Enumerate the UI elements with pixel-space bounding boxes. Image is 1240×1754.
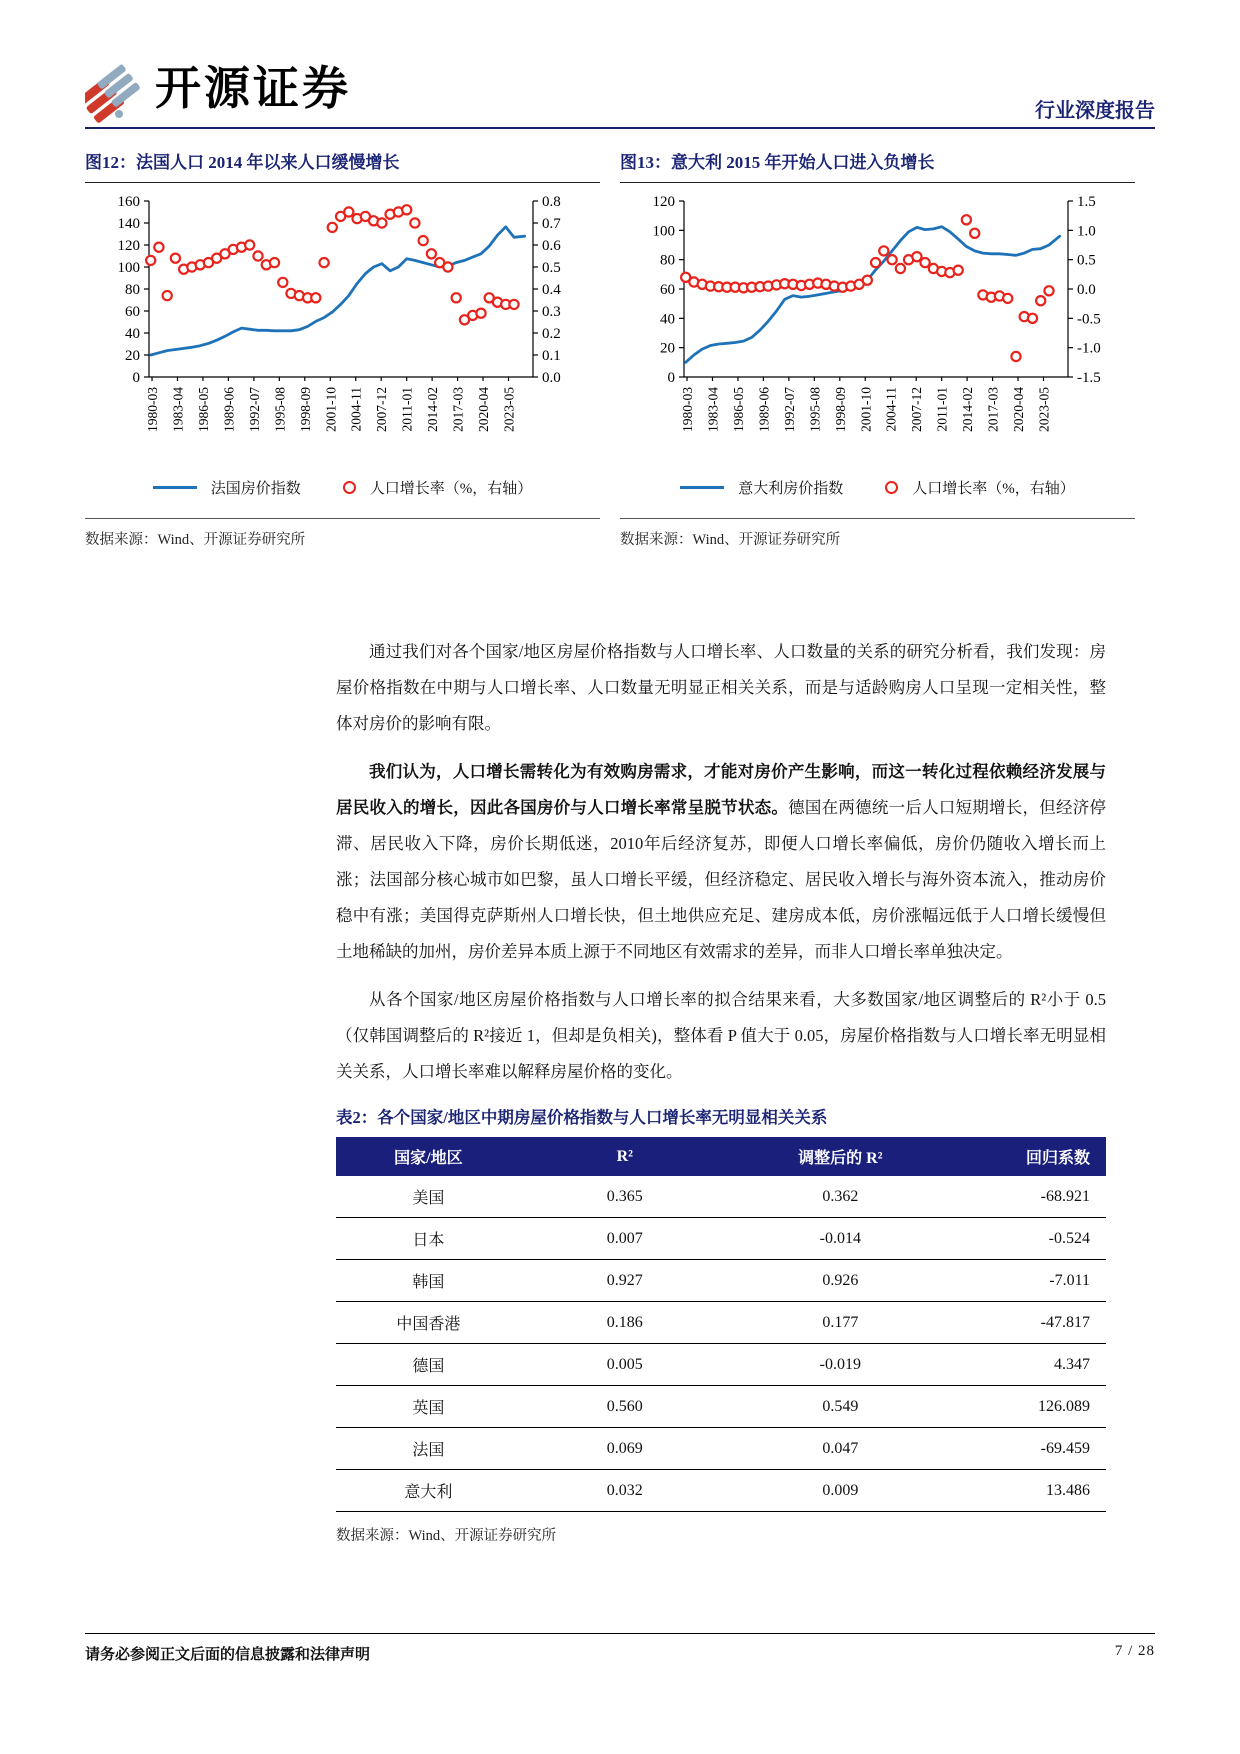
- table-cell: 意大利: [336, 1470, 521, 1512]
- paragraph-3: 从各个国家/地区房屋价格指数与人口增长率的拟合结果来看，大多数国家/地区调整后的 R²小于 0.5（仅韩国调整后的 R²接近 1，但却是负相关)，整体看 P 值大于 0.05，房屋价格指数与人口增长率无明显相关关系，人口增长率难以解释房屋价格的变化。: [336, 990, 1106, 1081]
- table-cell: 0.005: [521, 1344, 729, 1386]
- page-header: [85, 26, 1155, 129]
- svg-text:0: 0: [132, 370, 140, 386]
- table-row: [336, 1428, 1106, 1470]
- report-type-label: 行业深度报告: [1035, 100, 1155, 122]
- body-text-column: [336, 634, 1106, 1545]
- svg-text:1.5: 1.5: [1077, 194, 1096, 210]
- table-body: [336, 1176, 1106, 1512]
- legend-label: 人口增长率（%，右轴）: [912, 481, 1075, 497]
- svg-text:140: 140: [117, 216, 140, 232]
- svg-text:1989-06: 1989-06: [221, 387, 237, 432]
- logo-text: 开源证券: [155, 62, 351, 114]
- table-row: [336, 1344, 1106, 1386]
- svg-text:1995-08: 1995-08: [807, 387, 823, 432]
- table-cell: 0.047: [729, 1428, 952, 1470]
- svg-text:20: 20: [660, 340, 675, 357]
- population-growth-scatter: [146, 205, 518, 324]
- svg-text:-1.5: -1.5: [1077, 370, 1101, 386]
- figure-12-source: 数据来源：Wind、开源证券研究所: [85, 518, 600, 549]
- svg-text:80: 80: [660, 252, 675, 269]
- svg-text:120: 120: [117, 238, 140, 254]
- table-cell: 0.007: [521, 1218, 729, 1260]
- table-row: [336, 1386, 1106, 1428]
- svg-text:100: 100: [117, 260, 140, 276]
- svg-text:1989-06: 1989-06: [756, 387, 772, 432]
- page-number: 7 / 28: [1114, 1643, 1155, 1659]
- svg-text:2017-03: 2017-03: [450, 387, 466, 432]
- table-cell: 0.927: [521, 1260, 729, 1302]
- svg-text:0.6: 0.6: [542, 238, 561, 254]
- table-cell: 13.486: [952, 1470, 1106, 1512]
- line-series-swatch: [153, 486, 197, 489]
- axes: [118, 194, 562, 386]
- logo-leaf-icon: [85, 52, 143, 124]
- svg-text:160: 160: [117, 194, 140, 210]
- table-row: [336, 1218, 1106, 1260]
- disclaimer-text: 请务必参阅正文后面的信息披露和法律声明: [85, 1647, 371, 1663]
- svg-text:0.1: 0.1: [542, 348, 561, 364]
- table-row: [336, 1470, 1106, 1512]
- svg-text:2011-01: 2011-01: [934, 387, 950, 432]
- svg-text:0.8: 0.8: [542, 194, 561, 210]
- svg-text:1992-07: 1992-07: [246, 387, 262, 432]
- svg-text:120: 120: [652, 194, 675, 210]
- table-cell: 日本: [336, 1218, 521, 1260]
- table-row: [336, 1260, 1106, 1302]
- svg-text:0.5: 0.5: [1077, 252, 1096, 269]
- figure-13: [620, 144, 1135, 549]
- table-cell: 英国: [336, 1386, 521, 1428]
- svg-text:2011-01: 2011-01: [399, 387, 415, 432]
- svg-text:0: 0: [667, 370, 675, 386]
- table-cell: -47.817: [952, 1302, 1106, 1344]
- table-row: [336, 1302, 1106, 1344]
- table-cell: 美国: [336, 1176, 521, 1218]
- table-header: [336, 1137, 1106, 1176]
- svg-text:2007-12: 2007-12: [909, 387, 925, 432]
- table-cell: 126.089: [952, 1386, 1106, 1428]
- svg-text:2014-02: 2014-02: [425, 387, 441, 432]
- table-header-cell: 回归系数: [952, 1137, 1106, 1176]
- svg-text:0.2: 0.2: [542, 326, 561, 342]
- svg-text:0.4: 0.4: [542, 282, 561, 298]
- figure-13-title: 图13：意大利 2015 年开始人口进入负增长: [620, 144, 1135, 183]
- figure-13-legend: [620, 477, 1135, 498]
- population-growth-scatter: [681, 215, 1054, 361]
- figure-13-chart: [620, 191, 1135, 473]
- svg-text:2007-12: 2007-12: [374, 387, 390, 432]
- svg-text:1998-09: 1998-09: [832, 387, 848, 432]
- svg-text:20: 20: [125, 348, 140, 364]
- table-header-row: [336, 1137, 1106, 1176]
- legend-label: 意大利房价指数: [738, 481, 844, 497]
- figure-12: [85, 144, 600, 549]
- svg-text:2023-05: 2023-05: [1036, 387, 1052, 432]
- svg-text:60: 60: [660, 282, 675, 298]
- table-cell: -0.019: [729, 1344, 952, 1386]
- table-cell: -0.014: [729, 1218, 952, 1260]
- svg-text:1980-03: 1980-03: [680, 387, 696, 432]
- table-cell: 中国香港: [336, 1302, 521, 1344]
- svg-text:2001-10: 2001-10: [858, 387, 874, 432]
- table-cell: -68.921: [952, 1176, 1106, 1218]
- x-axis-ticks: [145, 377, 516, 432]
- table-header-cell: 调整后的 R²: [729, 1137, 952, 1176]
- svg-text:2004-11: 2004-11: [883, 387, 899, 432]
- table-cell: 法国: [336, 1428, 521, 1470]
- table-cell: 0.365: [521, 1176, 729, 1218]
- table-cell: -69.459: [952, 1428, 1106, 1470]
- svg-text:1992-07: 1992-07: [781, 387, 797, 432]
- table-row: [336, 1176, 1106, 1218]
- svg-text:2017-03: 2017-03: [985, 387, 1001, 432]
- paragraph-2-bold: 我们认为，人口增长需转化为有效购房需求，才能对房价产生影响，而这一转化过程依赖经济发展与居民收入的增长，因此各国房价与人口增长率常呈脱节状态。: [336, 762, 1106, 817]
- regression-table: [336, 1137, 1106, 1512]
- svg-text:1980-03: 1980-03: [145, 387, 161, 432]
- svg-text:0.0: 0.0: [542, 370, 561, 386]
- table-cell: 德国: [336, 1344, 521, 1386]
- table-source: 数据来源：Wind、开源证券研究所: [336, 1528, 557, 1544]
- table-cell: 0.009: [729, 1470, 952, 1512]
- table-cell: 0.186: [521, 1302, 729, 1344]
- table-cell: 4.347: [952, 1344, 1106, 1386]
- svg-text:1986-05: 1986-05: [195, 387, 211, 432]
- figure-12-chart: [85, 191, 600, 473]
- table-header-cell: R²: [521, 1137, 729, 1176]
- legend-label: 法国房价指数: [210, 481, 301, 497]
- svg-text:60: 60: [125, 304, 140, 320]
- table-cell: 0.549: [729, 1386, 952, 1428]
- table-cell: 0.362: [729, 1176, 952, 1218]
- line-series-swatch: [680, 486, 724, 489]
- svg-text:1.0: 1.0: [1077, 223, 1096, 240]
- svg-text:40: 40: [660, 311, 675, 328]
- figure-13-source: 数据来源：Wind、开源证券研究所: [620, 518, 1135, 549]
- scatter-series-swatch: [885, 481, 898, 494]
- svg-text:0.3: 0.3: [542, 304, 561, 320]
- table-cell: 韩国: [336, 1260, 521, 1302]
- table-cell: 0.926: [729, 1260, 952, 1302]
- svg-text:100: 100: [652, 223, 675, 240]
- svg-text:-0.5: -0.5: [1077, 311, 1101, 328]
- legend-label: 人口增长率（%，右轴）: [369, 481, 533, 497]
- paragraph-2-rest: 德国在两德统一后人口短期增长，但经济停滞、居民收入下降，房价长期低迷，2010年后经济复苏，即便人口增长率偏低，房价仍随收入增长而上涨；法国部分核心城市如巴黎，虽人口增长平缓，但经济稳定、居民收入增长与海外资本流入，推动房价稳中有涨；美国得克萨斯州人口增长快，但土地供应充足、建房成本低，房价涨幅远低于人口增长缓慢但土地稀缺的加州，房价差异本质上源于不同地区有效需求的差异，而非人口增长率单独决定。: [336, 798, 1107, 961]
- svg-text:2014-02: 2014-02: [960, 387, 976, 432]
- page-footer: [85, 1633, 1155, 1664]
- table-cell: -7.011: [952, 1260, 1106, 1302]
- svg-text:2020-04: 2020-04: [1011, 387, 1027, 432]
- table-cell: 0.032: [521, 1470, 729, 1512]
- table-header-cell: 国家/地区: [336, 1137, 521, 1176]
- svg-text:2001-10: 2001-10: [323, 387, 339, 432]
- svg-text:40: 40: [125, 326, 140, 342]
- table-cell: -0.524: [952, 1218, 1106, 1260]
- svg-text:1986-05: 1986-05: [730, 387, 746, 432]
- svg-text:2004-11: 2004-11: [348, 387, 364, 432]
- table-cell: 0.069: [521, 1428, 729, 1470]
- svg-text:0.7: 0.7: [542, 216, 561, 232]
- svg-text:1983-04: 1983-04: [705, 387, 721, 432]
- table-cell: 0.177: [729, 1302, 952, 1344]
- brand-logo: [85, 52, 351, 124]
- figure-12-title: 图12：法国人口 2014 年以来人口缓慢增长: [85, 144, 600, 183]
- price-index-line: [151, 227, 525, 355]
- table-2-title: 表2：各个国家/地区中期房屋价格指数与人口增长率无明显相关关系: [336, 1108, 828, 1127]
- svg-text:-1.0: -1.0: [1077, 340, 1101, 357]
- svg-text:1995-08: 1995-08: [272, 387, 288, 432]
- paragraph-2: [336, 754, 1106, 970]
- table-cell: 0.560: [521, 1386, 729, 1428]
- svg-text:1983-04: 1983-04: [170, 387, 186, 432]
- svg-text:2020-04: 2020-04: [476, 387, 492, 432]
- svg-text:1998-09: 1998-09: [297, 387, 313, 432]
- svg-text:80: 80: [125, 282, 140, 298]
- figure-12-legend: [85, 477, 600, 498]
- scatter-series-swatch: [343, 481, 356, 494]
- svg-text:0.0: 0.0: [1077, 282, 1096, 298]
- figures-row: [85, 144, 1155, 549]
- svg-text:2023-05: 2023-05: [501, 387, 517, 432]
- x-axis-ticks: [680, 377, 1051, 432]
- svg-text:0.5: 0.5: [542, 260, 561, 276]
- table-section: [336, 1104, 1106, 1545]
- paragraph-1: 通过我们对各个国家/地区房屋价格指数与人口增长率、人口数量的关系的研究分析看，我们发现：房屋价格指数在中期与人口增长率、人口数量无明显正相关关系，而是与适龄购房人口呈现一定相关性，整体对房价的影响有限。: [336, 642, 1106, 733]
